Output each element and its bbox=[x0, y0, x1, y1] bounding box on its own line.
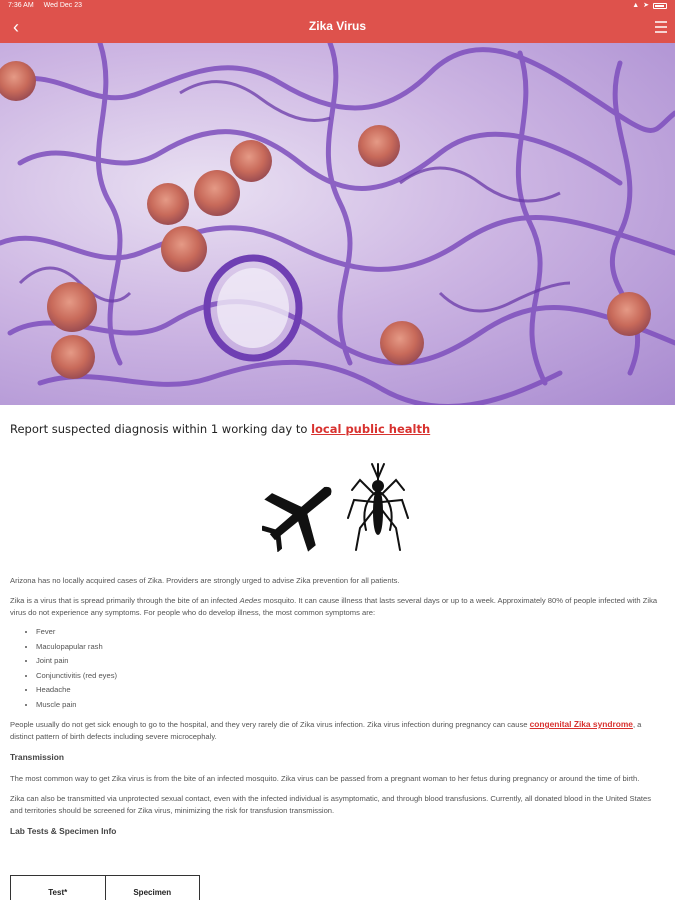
nav-bar bbox=[0, 12, 675, 43]
list-item: • Conjunctivitis (red eyes) bbox=[36, 669, 665, 684]
travel-icons bbox=[262, 460, 412, 552]
status-left bbox=[8, 0, 90, 12]
status-time: 7:36 AM bbox=[8, 2, 34, 9]
micrograph-illustration bbox=[0, 43, 675, 405]
lab-tests-heading: Lab Tests & Specimen Info bbox=[10, 826, 117, 836]
transmission-heading: Transmission bbox=[10, 752, 64, 762]
local-public-health-link[interactable]: local public health bbox=[311, 422, 431, 436]
description-text-end: mosquito. It can cause illness that lasts several days or up to a week. Approximately 80% of people infected with Zika virus do not experience any symptoms. For people who do develop illness, the most common symptoms are: bbox=[10, 596, 658, 617]
list-item: • Muscle pain bbox=[36, 698, 665, 713]
hamburger-menu-icon[interactable] bbox=[655, 21, 667, 33]
table-header-specimen: Specimen bbox=[105, 876, 200, 900]
pregnancy-text: People usually do not get sick enough to go to the hospital, and they very rarely die of Zika virus infection. Zika virus infection during pregnancy can cause bbox=[10, 720, 530, 729]
airplane-icon bbox=[262, 462, 352, 552]
article-body bbox=[10, 575, 665, 847]
status-date: Wed Dec 23 bbox=[43, 2, 83, 9]
pregnancy-paragraph bbox=[10, 718, 665, 743]
pregnancy-text-end: , a distinct pattern of birth defects including severe microcephaly. bbox=[10, 720, 642, 741]
report-notice-text: Report suspected diagnosis within 1 working day to bbox=[10, 422, 312, 436]
transmission-paragraph-2: Zika can also be transmitted via unprotected sexual contact, even with the infected individual is asymptomatic, and through blood transfusions. Currently, all donated blood in the United States and territories should be screened for Zika virus, minimizing the risk for transfusion transmission. bbox=[10, 794, 652, 815]
status-icons bbox=[632, 0, 667, 12]
battery-icon bbox=[653, 3, 667, 9]
report-notice bbox=[10, 422, 430, 436]
list-item: • Joint pain bbox=[36, 654, 665, 669]
page-title: Zika Virus bbox=[308, 19, 367, 33]
congenital-zika-syndrome-link[interactable]: congenital Zika syndrome bbox=[529, 719, 633, 729]
hero-image-zika-micrograph bbox=[0, 43, 675, 405]
transmission-paragraph-1: The most common way to get Zika virus is from the bite of an infected mosquito. Zika virus can be passed from a pregnant woman to her fetus during pregnancy or around the time of birth. bbox=[10, 774, 640, 783]
chevron-left-icon[interactable]: ‹ bbox=[13, 17, 19, 37]
table-header-test: Test* bbox=[48, 888, 68, 897]
symptoms-list bbox=[36, 625, 665, 712]
status-bar bbox=[0, 0, 675, 12]
mosquito-icon bbox=[348, 464, 408, 550]
lab-tests-table bbox=[10, 875, 200, 900]
list-item: • Headache bbox=[36, 683, 665, 698]
aedes-text: Aedes bbox=[239, 596, 262, 605]
description-paragraph bbox=[10, 595, 665, 619]
list-item: • Fever bbox=[36, 625, 665, 640]
list-item: • Maculopapular rash bbox=[36, 640, 665, 655]
description-text: Zika is a virus that is spread primarily through the bite of an infected bbox=[10, 596, 240, 605]
intro-paragraph: Arizona has no locally acquired cases of Zika. Providers are strongly urged to advise Zika prevention for all patients. bbox=[10, 576, 400, 585]
location-icon: ➤ bbox=[643, 2, 649, 9]
wifi-icon: ▲ bbox=[632, 2, 640, 9]
